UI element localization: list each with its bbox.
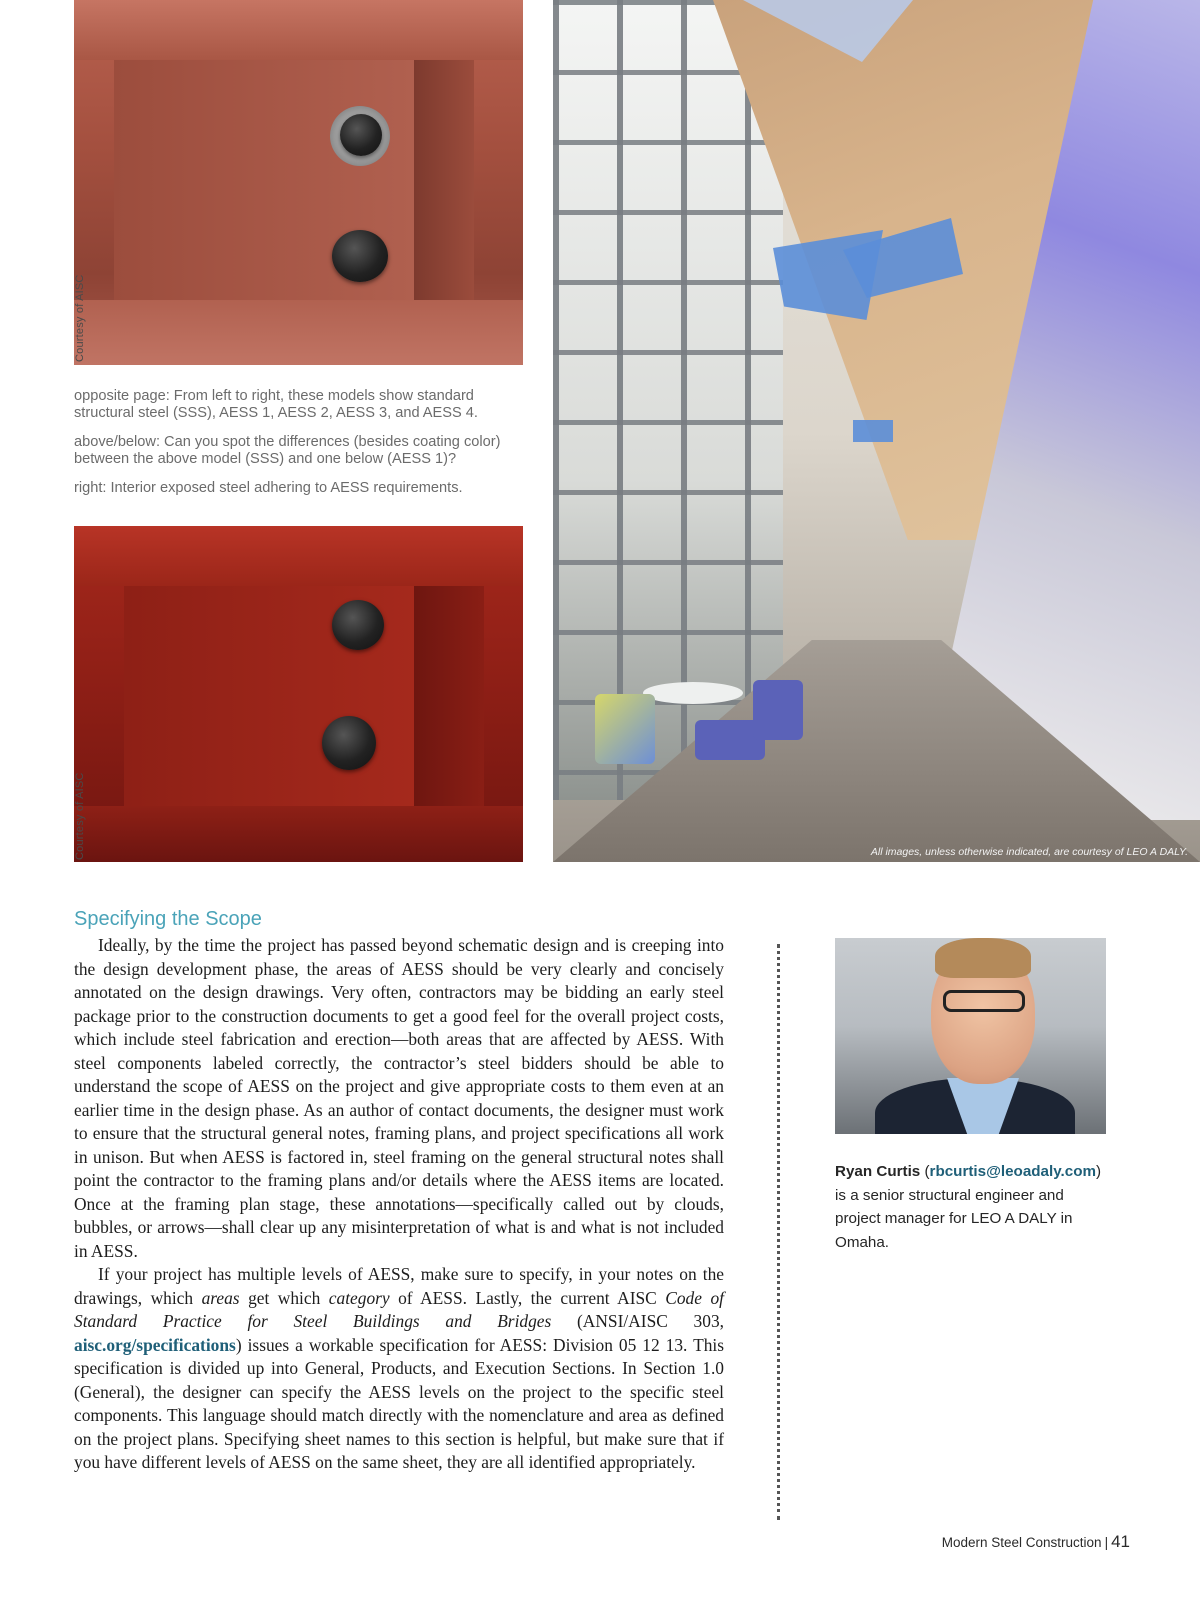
glasses xyxy=(943,990,1025,1012)
author-description: is a senior structural engineer and project manager for LEO A DALY in Omaha. xyxy=(835,1186,1073,1251)
hair xyxy=(935,938,1031,978)
section-heading: Specifying the Scope xyxy=(74,908,262,930)
photo-credit: Courtesy of AISC xyxy=(74,772,86,860)
bolt-head xyxy=(332,230,388,282)
author-email-link[interactable]: rbcurtis@leoadaly.com xyxy=(929,1163,1096,1180)
bottom-flange xyxy=(74,806,523,862)
cafe-chair xyxy=(595,694,655,764)
paren-open: ( xyxy=(920,1163,930,1180)
page-number: 41 xyxy=(1111,1532,1130,1551)
cafe-table xyxy=(643,682,743,704)
caption-above-below: above/below: Can you spot the differences (besides coating color) between the above model (SSS) and one below (AESS 1)? xyxy=(74,434,501,467)
photo-credit: All images, unless otherwise indicated, are courtesy of LEO A DALY. xyxy=(870,846,1188,858)
bolt-head xyxy=(322,716,376,770)
text-run: get which xyxy=(239,1287,329,1308)
text-run: (ANSI/AISC 303, xyxy=(551,1311,724,1331)
code-title: Code of Standard Practice for Steel Buildings and Bridges xyxy=(74,1287,724,1331)
paragraph-2 xyxy=(74,1263,724,1475)
publication-name: Modern Steel Construction xyxy=(941,1535,1102,1550)
author-bio xyxy=(835,1160,1110,1254)
author-name: Ryan Curtis xyxy=(835,1163,921,1180)
top-flange xyxy=(74,526,523,586)
page-footer xyxy=(942,1532,1130,1552)
caption-opposite-page: opposite page: From left to right, these models show standard structural steel (SSS), AESS 1, AESS 2, AESS 3, and AESS 4. xyxy=(74,388,478,421)
paren-close: ) xyxy=(1096,1163,1102,1180)
bolt-head xyxy=(332,600,384,650)
author-portrait xyxy=(835,938,1106,1134)
ceiling-sculpture xyxy=(853,420,893,442)
steel-model-photo-aess1 xyxy=(74,526,523,862)
lounge-chair xyxy=(753,680,803,740)
text-run: If your project has multiple levels of AESS, make sure to specify, in your notes on the drawings, which xyxy=(74,1264,724,1308)
emphasis: areas xyxy=(201,1287,240,1308)
interior-photo xyxy=(553,0,1200,862)
specifications-link[interactable]: aisc.org/specifications xyxy=(74,1334,236,1355)
steel-model-photo-sss xyxy=(74,0,523,365)
paragraph-1: Ideally, by the time the project has passed beyond schematic design and is creeping into the design development phase, the areas of AESS should be very clearly and concisely annotated on the design drawings. Very often, contractors may be bidding an early steel package prior to the construction documents to get a good feel for the overall project costs, which include steel fabrication and erection—both areas that are affected by AESS. With steel components labeled correctly, the contractor’s steel bidders should be able to understand the scope of AESS on the project and give appropriate costs to them even at an earlier time in the design phase. As an author of contact documents, the designer must work to ensure that the structural general notes, framing plans, and project specifications all work in unison. But when AESS is factored in, steel framing on the general structural notes shall point the contractor to the framing plans and/or details where the AESS items are located. Once at the framing plan stage, these annotations—specifically called out by clouds, bubbles, or arrows—shall clear up any misinterpretation of what is and what is not included in AESS. xyxy=(74,935,724,1261)
text-run: of AESS. Lastly, the current AISC xyxy=(389,1287,666,1308)
bolt xyxy=(340,114,382,156)
article-body xyxy=(74,934,724,1475)
emphasis: category xyxy=(328,1287,390,1308)
dotted-divider xyxy=(777,944,780,1520)
curtain-wall-windows xyxy=(553,0,783,800)
photo-captions xyxy=(74,388,524,509)
caption-right: right: Interior exposed steel adhering to AESS requirements. xyxy=(74,480,463,496)
footer-separator: | xyxy=(1104,1535,1109,1550)
text-run: ) issues a workable specification for AESS: Division 05 12 13. This specification is divided up into General, Products, and Execution Sections. In Section 1.0 (General), the designer can specify the AESS levels on the project to the specific steel components. This language should match directly with the nomenclature and area as defined on the project plans. Specifying sheet names to this section is helpful, but make sure that if you have different levels of AESS on the same sheet, they are all identified appropriately. xyxy=(74,1334,724,1472)
bottom-flange xyxy=(74,300,523,365)
top-flange xyxy=(74,0,523,60)
photo-credit: Courtesy of AISC xyxy=(74,274,86,362)
